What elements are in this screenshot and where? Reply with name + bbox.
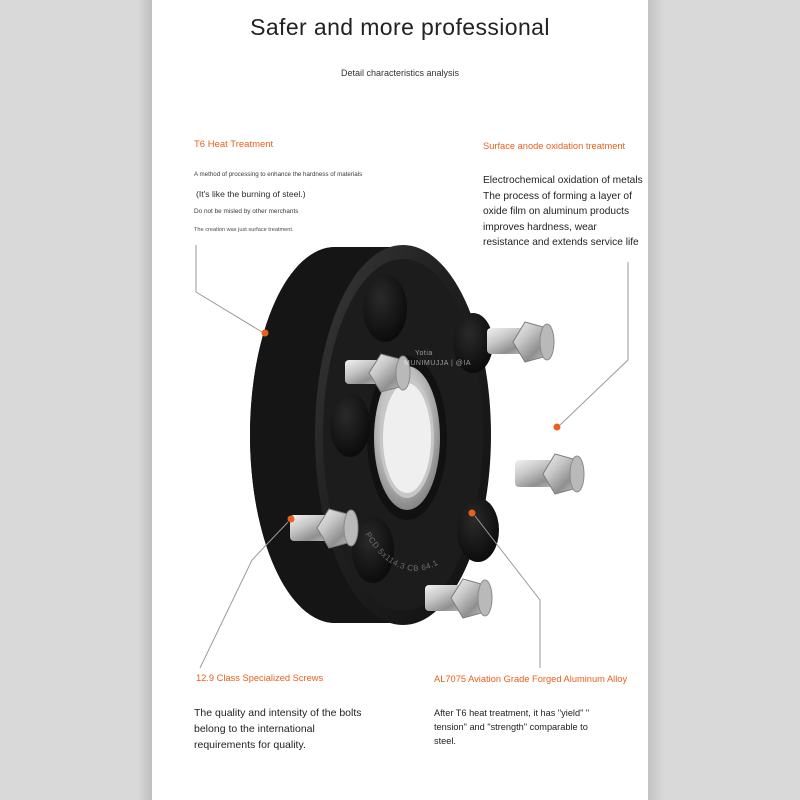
- page-title: Safer and more professional: [250, 14, 550, 40]
- watermark-line-2: MUNIMUJJA | @IA: [404, 360, 471, 367]
- sheet-shadow-right: [648, 0, 664, 800]
- callout-screws-body: The quality and intensity of the bolts belong to the international requirements for quality.: [194, 707, 362, 751]
- watermark-line-1: Yotia: [415, 350, 433, 357]
- callout-t6-heading: T6 Heat Treatment: [194, 139, 274, 150]
- callout-alloy-body: After T6 heat treatment, it has "yield" " tension" and "strength" comparable to steel.: [434, 708, 590, 746]
- callout-t6-line2: (It's like the burning of steel.): [196, 189, 306, 199]
- callout-alloy-heading: AL7075 Aviation Grade Forged Aluminum Alloy: [434, 674, 628, 684]
- page-subtitle: Detail characteristics analysis: [340, 68, 460, 78]
- callout-anode-heading: Surface anode oxidation treatment: [483, 141, 626, 151]
- callout-screws-heading: 12.9 Class Specialized Screws: [196, 673, 324, 683]
- callout-t6-line4: The creation was just surface treatment.: [194, 227, 294, 233]
- callout-t6-line3: Do not be misled by other merchants: [194, 208, 299, 215]
- callout-anode-body: Electrochemical oxidation of metals The process of forming a layer of oxide film on aluminum products improves hardness, wear resistance and extends service life: [483, 175, 643, 248]
- product-image: [195, 230, 615, 650]
- callout-t6-line1: A method of processing to enhance the hardness of materials: [194, 171, 363, 178]
- sheet-shadow-left: [138, 0, 152, 800]
- svg-text:PCD 5x114.3 CB 64.1: PCD 5x114.3 CB 64.1: [363, 530, 440, 573]
